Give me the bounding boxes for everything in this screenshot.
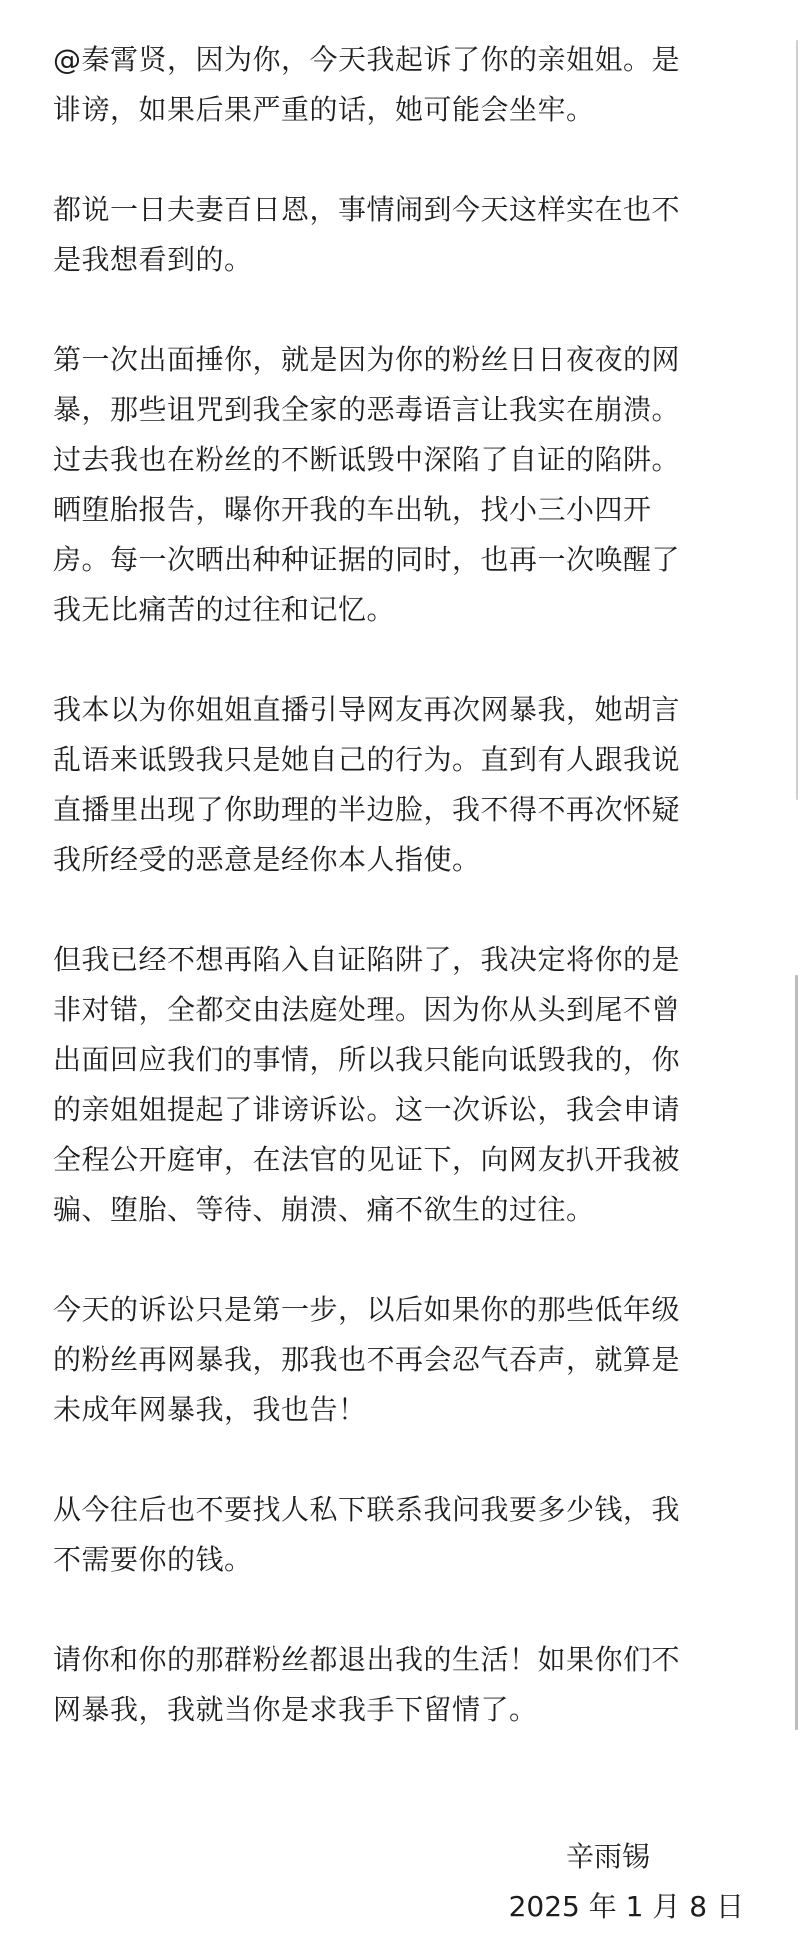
statement-line: 房。每一次晒出种种证据的同时，也再一次唤醒了 [53,543,681,576]
statement-line: 第一次出面捶你，就是因为你的粉丝日日夜夜的网 [53,343,681,376]
statement-line: 出面回应我们的事情，所以我只能向诋毁我的，你 [53,1043,681,1076]
statement-line: 骗、堕胎、等待、崩溃、痛不欲生的过往。 [53,1193,595,1226]
statement-line: 直播里出现了你助理的半边脸，我不得不再次怀疑 [53,793,681,826]
signature-date: 2025 年 1 月 8 日 [508,1890,744,1923]
scrollbar-thumb-lower[interactable] [795,975,798,1730]
scrollbar-thumb-upper[interactable] [796,40,798,800]
scrollbar[interactable] [794,0,800,1954]
statement-line: 暴，那些诅咒到我全家的恶毒语言让我实在崩溃。 [53,393,681,426]
signature-name: 辛雨锡 [565,1840,650,1873]
statement-line: 请你和你的那群粉丝都退出我的生活！如果你们不 [53,1643,681,1676]
statement-line: 未成年网暴我，我也告！ [53,1393,367,1426]
statement-line: 过去我也在粉丝的不断诋毁中深陷了自证的陷阱。 [53,443,681,476]
statement-line: 的亲姐姐提起了诽谤诉讼。这一次诉讼，我会申请 [53,1093,681,1126]
statement-line: 晒堕胎报告，曝你开我的车出轨，找小三小四开 [53,493,652,526]
statement-line: 我无比痛苦的过往和记忆。 [53,593,396,626]
statement-line: 今天的诉讼只是第一步，以后如果你的那些低年级 [53,1293,681,1326]
statement-line: 但我已经不想再陷入自证陷阱了，我决定将你的是 [53,943,681,976]
statement-line: 我所经受的恶意是经你本人指使。 [53,843,481,876]
statement-line: 乱语来诋毁我只是她自己的行为。直到有人跟我说 [53,743,681,776]
statement-line: 非对错，全都交由法庭处理。因为你从头到尾不曾 [53,993,681,1026]
statement-line: 不需要你的钱。 [53,1543,253,1576]
statement-line: 我本以为你姐姐直播引导网友再次网暴我，她胡言 [53,693,681,726]
statement-line: 全程公开庭审，在法官的见证下，向网友扒开我被 [53,1143,681,1176]
statement-line: 是我想看到的。 [53,243,253,276]
statement-line: 从今往后也不要找人私下联系我问我要多少钱，我 [53,1493,681,1526]
statement-line: 诽谤，如果后果严重的话，她可能会坐牢。 [53,93,595,126]
statement-line: @秦霄贤，因为你，今天我起诉了你的亲姐姐。是 [53,43,681,76]
statement-line: 的粉丝再网暴我，那我也不再会忍气吞声，就算是 [53,1343,681,1376]
statement-line: 网暴我，我就当你是求我手下留情了。 [53,1693,538,1726]
statement-line: 都说一日夫妻百日恩，事情闹到今天这样实在也不 [53,193,681,226]
